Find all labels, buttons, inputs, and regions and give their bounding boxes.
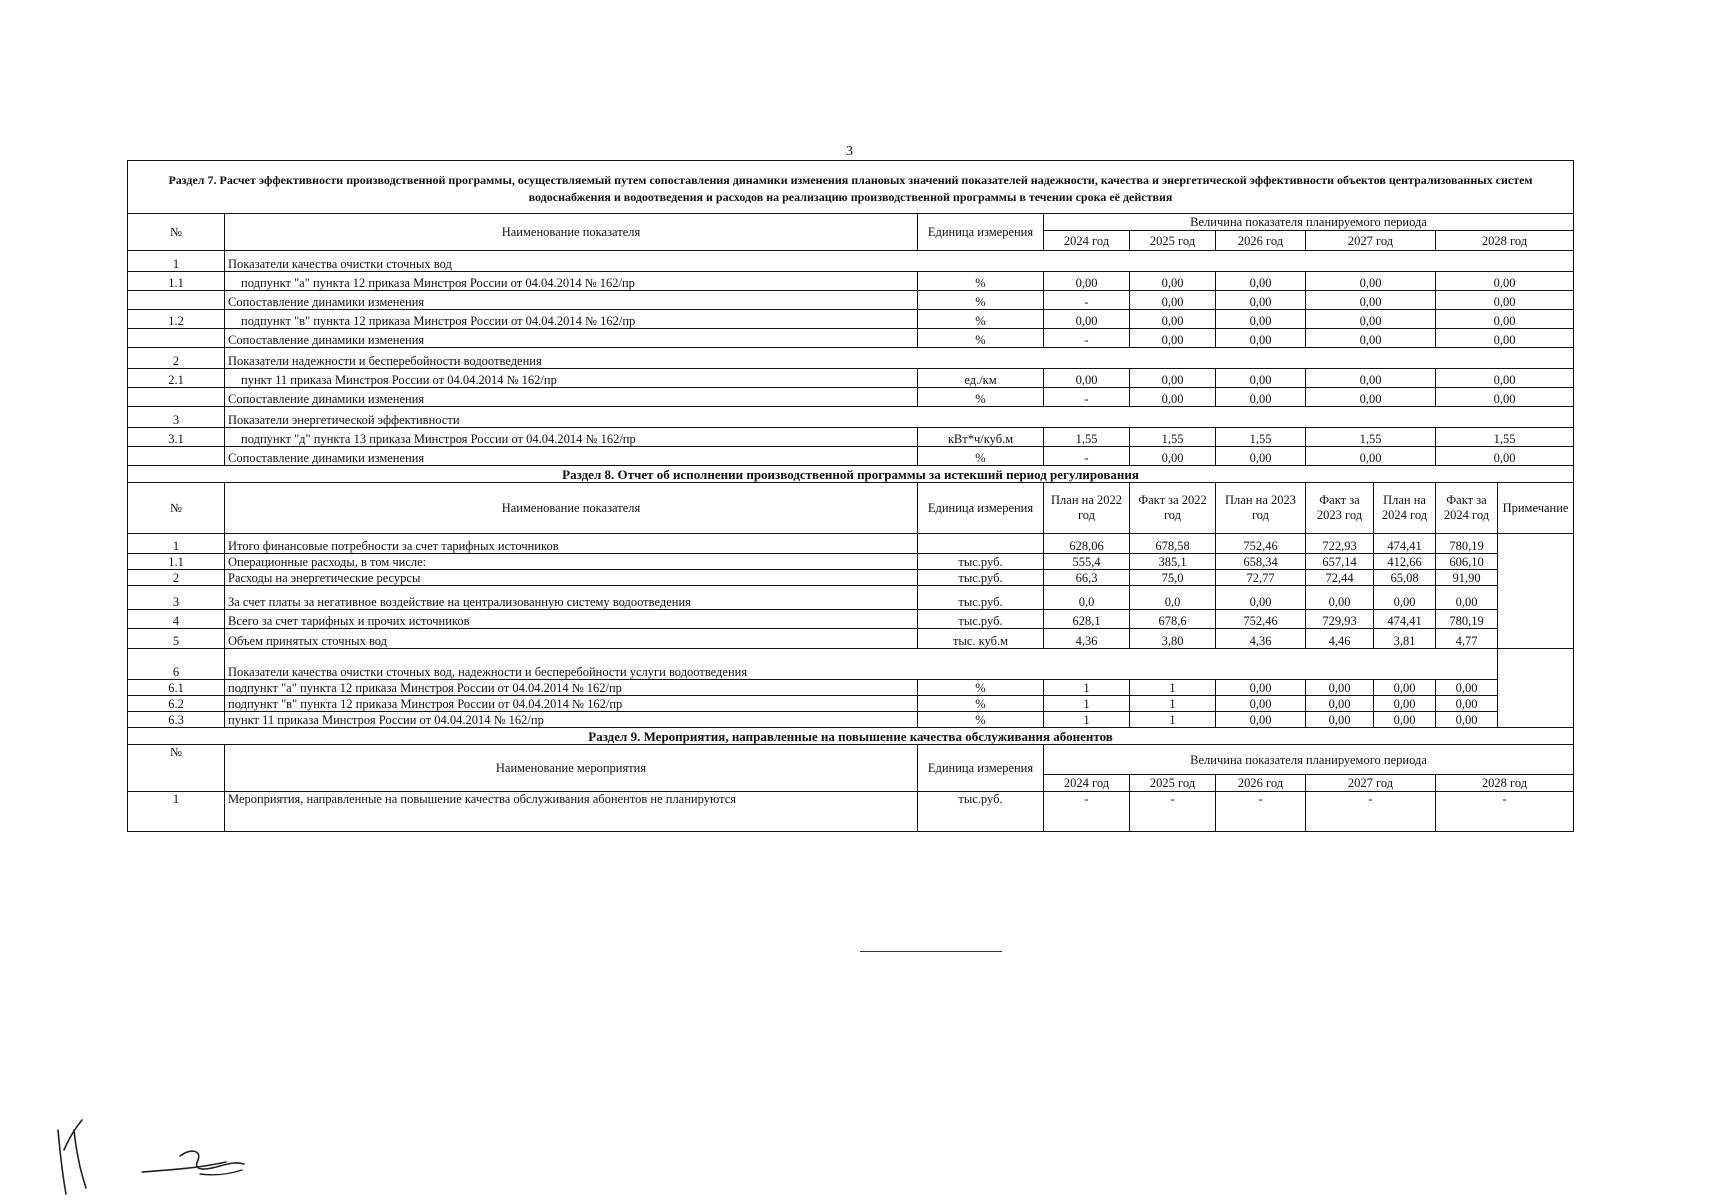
value-plan-2024: 3,81 [1374,629,1436,649]
table-row [128,348,1574,369]
value-2028: 0,00 [1436,369,1574,388]
value-plan-2024: 0,00 [1374,712,1436,728]
col-header-plan-2023: План на 2023 год [1216,483,1306,534]
unit: тыс.руб. [918,610,1044,629]
value-2027: 1,55 [1306,428,1436,447]
value-fact-2022: 678,58 [1130,534,1216,554]
value-plan-2022: 1 [1044,712,1130,728]
group-name: Показатели энергетической эффективности [225,407,1574,428]
section-7-title: Раздел 7. Расчет эффективности производственной программы, осуществляемый путем сопоставления динамики изменения плановых значений показателей надежности, качества и энергетической эффективности объектов централизованных систем водоснабжения и водоотведения и расходов на реализацию производственной программы в течении срока её действия [128,161,1574,214]
unit: тыс.руб. [918,570,1044,586]
value-plan-2023: 72,77 [1216,570,1306,586]
value-plan-2022: 1 [1044,680,1130,696]
table-row [128,610,1574,629]
value-2025: 0,00 [1130,272,1216,291]
value-2027: - [1306,792,1436,832]
indicator-name: Сопоставление динамики изменения [225,291,918,310]
row-number: 6 [128,649,225,680]
table-row [128,291,1574,310]
col-header-year: 2026 год [1216,231,1306,251]
indicator-name: Сопоставление динамики изменения [225,329,918,348]
row-number: 1.1 [128,554,225,570]
value-2024: 0,00 [1044,272,1130,291]
value-2025: 0,00 [1130,447,1216,466]
value-fact-2022: 385,1 [1130,554,1216,570]
table-row [128,428,1574,447]
value-fact-2022: 75,0 [1130,570,1216,586]
row-number: 6.2 [128,696,225,712]
value-2027: 0,00 [1306,388,1436,407]
table-row [128,407,1574,428]
row-number [128,329,225,348]
col-header-year: 2024 год [1044,775,1130,792]
row-number: 3 [128,586,225,610]
value-fact-2024: 0,00 [1436,680,1498,696]
row-number: 3.1 [128,428,225,447]
value-plan-2022: 1 [1044,696,1130,712]
value-2027: 0,00 [1306,447,1436,466]
value-plan-2023: 0,00 [1216,712,1306,728]
table-row [128,251,1574,272]
value-2026: 0,00 [1216,388,1306,407]
value-2024: 0,00 [1044,310,1130,329]
row-number: 2.1 [128,369,225,388]
value-2025: 0,00 [1130,329,1216,348]
col-header-fact-2024: Факт за 2024 год [1436,483,1498,534]
row-number: 3 [128,407,225,428]
section-8-title: Раздел 8. Отчет об исполнении производственной программы за истекший период регулирования [128,466,1574,483]
value-fact-2023: 722,93 [1306,534,1374,554]
value-plan-2024: 0,00 [1374,586,1436,610]
col-header-note: Примечание [1498,483,1574,534]
table-row [128,792,1574,832]
value-fact-2023: 0,00 [1306,712,1374,728]
col-header-name: Наименование мероприятия [225,745,918,792]
value-2028: 0,00 [1436,272,1574,291]
value-fact-2023: 0,00 [1306,680,1374,696]
table-row [128,534,1574,554]
value-fact-2023: 729,93 [1306,610,1374,629]
table-row [128,447,1574,466]
end-separator-line [860,951,1002,952]
table-row [128,272,1574,291]
value-2027: 0,00 [1306,369,1436,388]
col-header-num: № [128,483,225,534]
value-fact-2022: 1 [1130,696,1216,712]
table-row [128,680,1574,696]
value-2027: 0,00 [1306,310,1436,329]
table-row [128,586,1574,610]
unit: тыс.руб. [918,792,1044,832]
value-plan-2024: 65,08 [1374,570,1436,586]
table-row [128,696,1574,712]
col-header-year: 2026 год [1216,775,1306,792]
unit: ед./км [918,369,1044,388]
row-number: 2 [128,348,225,369]
row-number: 1 [128,792,225,832]
table-row [128,310,1574,329]
col-header-year: 2025 год [1130,775,1216,792]
value-2026: 0,00 [1216,291,1306,310]
table-row [128,369,1574,388]
value-fact-2023: 4,46 [1306,629,1374,649]
value-fact-2022: 0,0 [1130,586,1216,610]
value-plan-2024: 412,66 [1374,554,1436,570]
value-fact-2024: 0,00 [1436,712,1498,728]
value-2024: - [1044,388,1130,407]
value-fact-2024: 91,90 [1436,570,1498,586]
col-header-fact-2023: Факт за 2023 год [1306,483,1374,534]
row-number: 4 [128,610,225,629]
unit: % [918,712,1044,728]
value-plan-2023: 752,46 [1216,534,1306,554]
indicator-name: подпункт "д" пункта 13 приказа Минстроя России от 04.04.2014 № 162/пр [225,428,918,447]
row-number [128,291,225,310]
group-name: Показатели качества очистки сточных вод [225,251,1574,272]
row-number: 1.1 [128,272,225,291]
value-plan-2023: 4,36 [1216,629,1306,649]
unit: тыс.руб. [918,586,1044,610]
value-2026: 0,00 [1216,272,1306,291]
row-number [128,388,225,407]
row-number: 6.1 [128,680,225,696]
col-header-year: 2028 год [1436,231,1574,251]
unit: % [918,310,1044,329]
value-2028: - [1436,792,1574,832]
col-header-fact-2022: Факт за 2022 год [1130,483,1216,534]
col-header-year: 2025 год [1130,231,1216,251]
indicator-name: Итого финансовые потребности за счет тарифных источников [225,534,918,554]
value-2025: 1,55 [1130,428,1216,447]
unit: % [918,388,1044,407]
col-header-unit: Единица измерения [918,745,1044,792]
unit: % [918,680,1044,696]
value-2025: 0,00 [1130,291,1216,310]
value-2024: 1,55 [1044,428,1130,447]
unit: % [918,329,1044,348]
note-cell [1498,534,1574,649]
value-2028: 0,00 [1436,291,1574,310]
value-fact-2023: 0,00 [1306,696,1374,712]
unit: % [918,272,1044,291]
col-header-name: Наименование показателя [225,214,918,251]
value-2027: 0,00 [1306,272,1436,291]
value-plan-2022: 555,4 [1044,554,1130,570]
unit: % [918,291,1044,310]
col-header-num: № [128,214,225,251]
indicator-name: Сопоставление динамики изменения [225,447,918,466]
col-header-year: 2024 год [1044,231,1130,251]
value-fact-2024: 0,00 [1436,696,1498,712]
page-number: 3 [846,144,853,159]
note-cell [1498,649,1574,728]
report-sheet [127,160,1573,832]
row-number: 1.2 [128,310,225,329]
section-9-title: Раздел 9. Мероприятия, направленные на повышение качества обслуживания абонентов [128,728,1574,745]
value-2025: 0,00 [1130,388,1216,407]
value-2026: 0,00 [1216,369,1306,388]
col-header-year: 2027 год [1306,775,1436,792]
group-name: Показатели надежности и бесперебойности водоотведения [225,348,1574,369]
value-plan-2022: 0,0 [1044,586,1130,610]
value-2024: - [1044,447,1130,466]
table-row [128,388,1574,407]
value-fact-2024: 780,19 [1436,534,1498,554]
indicator-name: За счет платы за негативное воздействие на централизованную систему водоотведения [225,586,918,610]
value-fact-2023: 72,44 [1306,570,1374,586]
value-plan-2022: 628,1 [1044,610,1130,629]
value-fact-2024: 780,19 [1436,610,1498,629]
value-fact-2022: 1 [1130,680,1216,696]
value-plan-2024: 0,00 [1374,680,1436,696]
value-plan-2023: 0,00 [1216,586,1306,610]
indicator-name: Объем принятых сточных вод [225,629,918,649]
value-2028: 1,55 [1436,428,1574,447]
value-2024: - [1044,792,1130,832]
unit: % [918,696,1044,712]
row-number: 2 [128,570,225,586]
indicator-name: подпункт "а" пункта 12 приказа Минстроя России от 04.04.2014 № 162/пр [225,680,918,696]
col-header-year: 2027 год [1306,231,1436,251]
indicator-name: подпункт "а" пункта 12 приказа Минстроя России от 04.04.2014 № 162/пр [225,272,918,291]
value-plan-2024: 0,00 [1374,696,1436,712]
indicator-name: Операционные расходы, в том числе: [225,554,918,570]
value-fact-2024: 0,00 [1436,586,1498,610]
row-number: 1 [128,534,225,554]
indicator-name: подпункт "в" пункта 12 приказа Минстроя России от 04.04.2014 № 162/пр [225,696,918,712]
unit: тыс.руб. [918,554,1044,570]
col-header-period: Величина показателя планируемого периода [1044,745,1574,775]
indicator-name: пункт 11 приказа Минстроя России от 04.04.2014 № 162/пр [225,712,918,728]
unit: тыс. куб.м [918,629,1044,649]
row-number: 1 [128,251,225,272]
unit: кВт*ч/куб.м [918,428,1044,447]
table-row [128,629,1574,649]
table-row [128,712,1574,728]
indicator-name: пункт 11 приказа Минстроя России от 04.04.2014 № 162/пр [225,369,918,388]
measure-name: Мероприятия, направленные на повышение качества обслуживания абонентов не планируются [225,792,918,832]
col-header-unit: Единица измерения [918,214,1044,251]
value-plan-2024: 474,41 [1374,534,1436,554]
value-plan-2022: 628,06 [1044,534,1130,554]
value-2026: 1,55 [1216,428,1306,447]
report-table [127,160,1574,832]
row-number [128,447,225,466]
value-fact-2022: 678,6 [1130,610,1216,629]
value-2025: 0,00 [1130,369,1216,388]
value-2024: - [1044,291,1130,310]
group-name: Показатели качества очистки сточных вод, надежности и бесперебойности услуги водоотведения [225,649,1498,680]
row-number: 6.3 [128,712,225,728]
value-2026: 0,00 [1216,447,1306,466]
unit: % [918,447,1044,466]
col-header-plan-2022: План на 2022 год [1044,483,1130,534]
indicator-name: Всего за счет тарифных и прочих источников [225,610,918,629]
table-row [128,570,1574,586]
value-2025: 0,00 [1130,310,1216,329]
value-plan-2023: 752,46 [1216,610,1306,629]
indicator-name: Расходы на энергетические ресурсы [225,570,918,586]
value-fact-2024: 4,77 [1436,629,1498,649]
value-plan-2023: 658,34 [1216,554,1306,570]
table-row [128,649,1574,680]
col-header-period: Величина показателя планируемого периода [1044,214,1574,231]
handwritten-signature-icon [30,1090,260,1200]
value-plan-2023: 0,00 [1216,696,1306,712]
value-fact-2023: 0,00 [1306,586,1374,610]
value-fact-2022: 1 [1130,712,1216,728]
col-header-num: № [128,745,225,792]
row-number: 5 [128,629,225,649]
col-header-year: 2028 год [1436,775,1574,792]
value-fact-2024: 606,10 [1436,554,1498,570]
value-2026: 0,00 [1216,329,1306,348]
col-header-plan-2024: План на 2024 год [1374,483,1436,534]
value-plan-2022: 66,3 [1044,570,1130,586]
value-2024: 0,00 [1044,369,1130,388]
value-2024: - [1044,329,1130,348]
value-plan-2024: 474,41 [1374,610,1436,629]
value-2028: 0,00 [1436,447,1574,466]
value-fact-2022: 3,80 [1130,629,1216,649]
indicator-name: подпункт "в" пункта 12 приказа Минстроя России от 04.04.2014 № 162/пр [225,310,918,329]
unit [918,534,1044,554]
value-2028: 0,00 [1436,329,1574,348]
value-fact-2023: 657,14 [1306,554,1374,570]
col-header-unit: Единица измерения [918,483,1044,534]
col-header-name: Наименование показателя [225,483,918,534]
table-row [128,329,1574,348]
value-plan-2022: 4,36 [1044,629,1130,649]
value-2026: 0,00 [1216,310,1306,329]
value-2028: 0,00 [1436,310,1574,329]
value-2025: - [1130,792,1216,832]
value-2026: - [1216,792,1306,832]
table-row [128,554,1574,570]
value-2027: 0,00 [1306,291,1436,310]
indicator-name: Сопоставление динамики изменения [225,388,918,407]
value-2027: 0,00 [1306,329,1436,348]
value-2028: 0,00 [1436,388,1574,407]
value-plan-2023: 0,00 [1216,680,1306,696]
